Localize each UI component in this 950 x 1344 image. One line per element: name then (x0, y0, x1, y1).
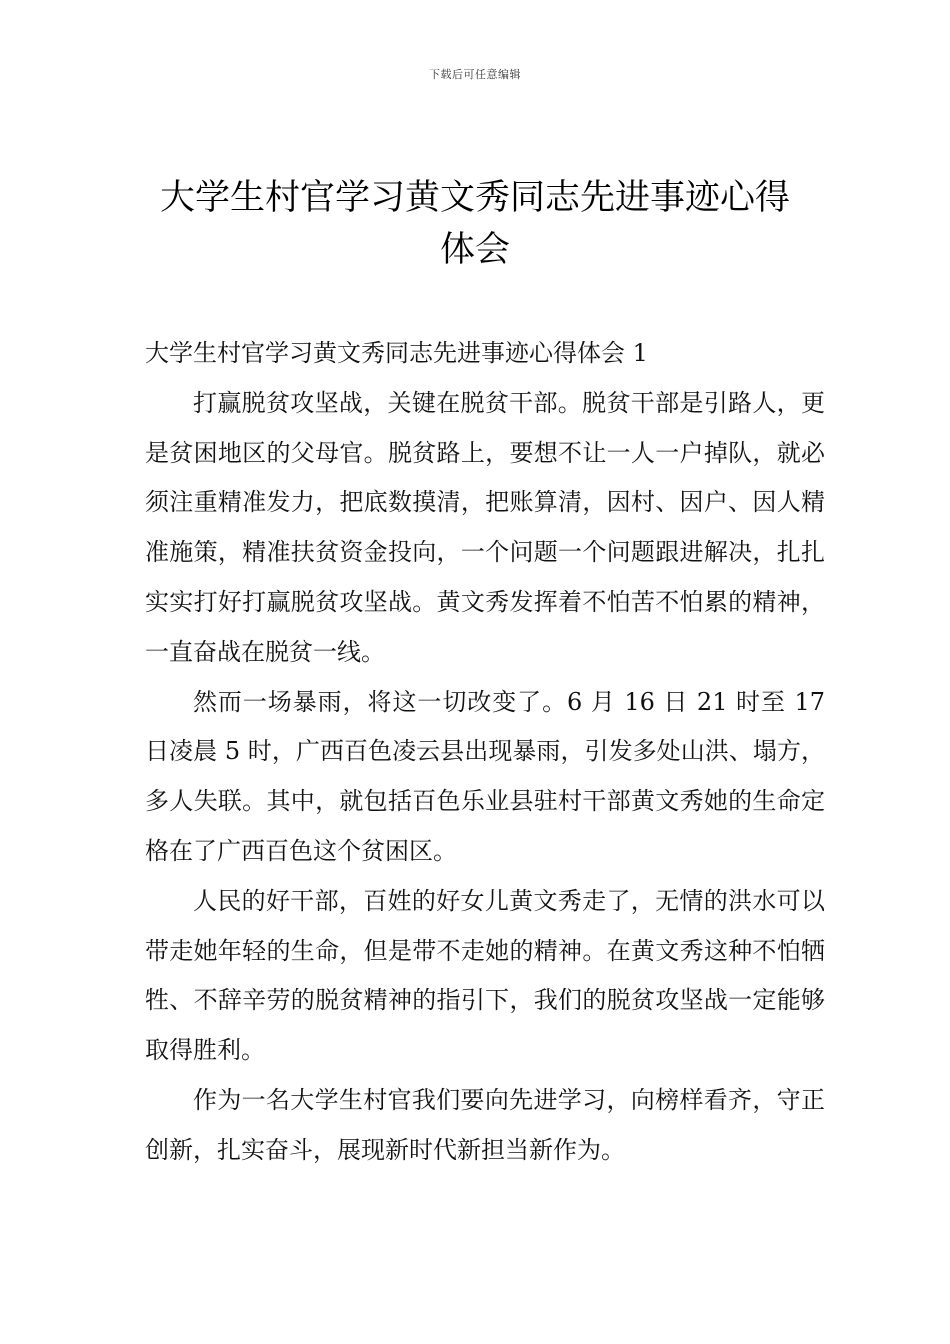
document-body (145, 329, 825, 1176)
paragraph-3: 人民的好干部，百姓的好女儿黄文秀走了，无情的洪水可以带走她年轻的生命，但是带不走她的精神。在黄文秀这种不怕牺牲、不辞辛劳的脱贫精神的指引下，我们的脱贫攻坚战一定能够取得胜利。 (145, 886, 825, 1065)
title-line-2: 体会 (439, 230, 510, 270)
section-heading: 大学生村官学习黄文秀同志先进事迹心得体会 1 (145, 339, 648, 367)
paragraph-2: 然而一场暴雨，将这一切改变了。6 月 16 日 21 时至 17 日凌晨 5 时，广西百色凌云县出现暴雨，引发多处山洪、塌方，多人失联。其中，就包括百色乐业县驻村干部黄文秀她的生命定格在了广西百色这个贫困区。 (145, 687, 825, 865)
paragraph-4: 作为一名大学生村官我们要向先进学习，向榜样看齐，守正创新，扎实奋斗，展现新时代新担当新作为。 (145, 1085, 825, 1164)
title-line-1: 大学生村官学习黄文秀同志先进事迹心得 (159, 178, 790, 218)
document-title (120, 172, 830, 276)
paragraph-1: 打赢脱贫攻坚战，关键在脱贫干部。脱贫干部是引路人，更是贫困地区的父母官。脱贫路上，要想不让一人一户掉队，就必须注重精准发力，把底数摸清，把账算清，因村、因户、因人精准施策，精准扶贫资金投向，一个问题一个问题跟进解决，扎扎实实打好打赢脱贫攻坚战。黄文秀发挥着不怕苦不怕累的精神，一直奋战在脱贫一线。 (145, 388, 825, 666)
header-note: 下载后可任意编辑 (429, 68, 521, 81)
